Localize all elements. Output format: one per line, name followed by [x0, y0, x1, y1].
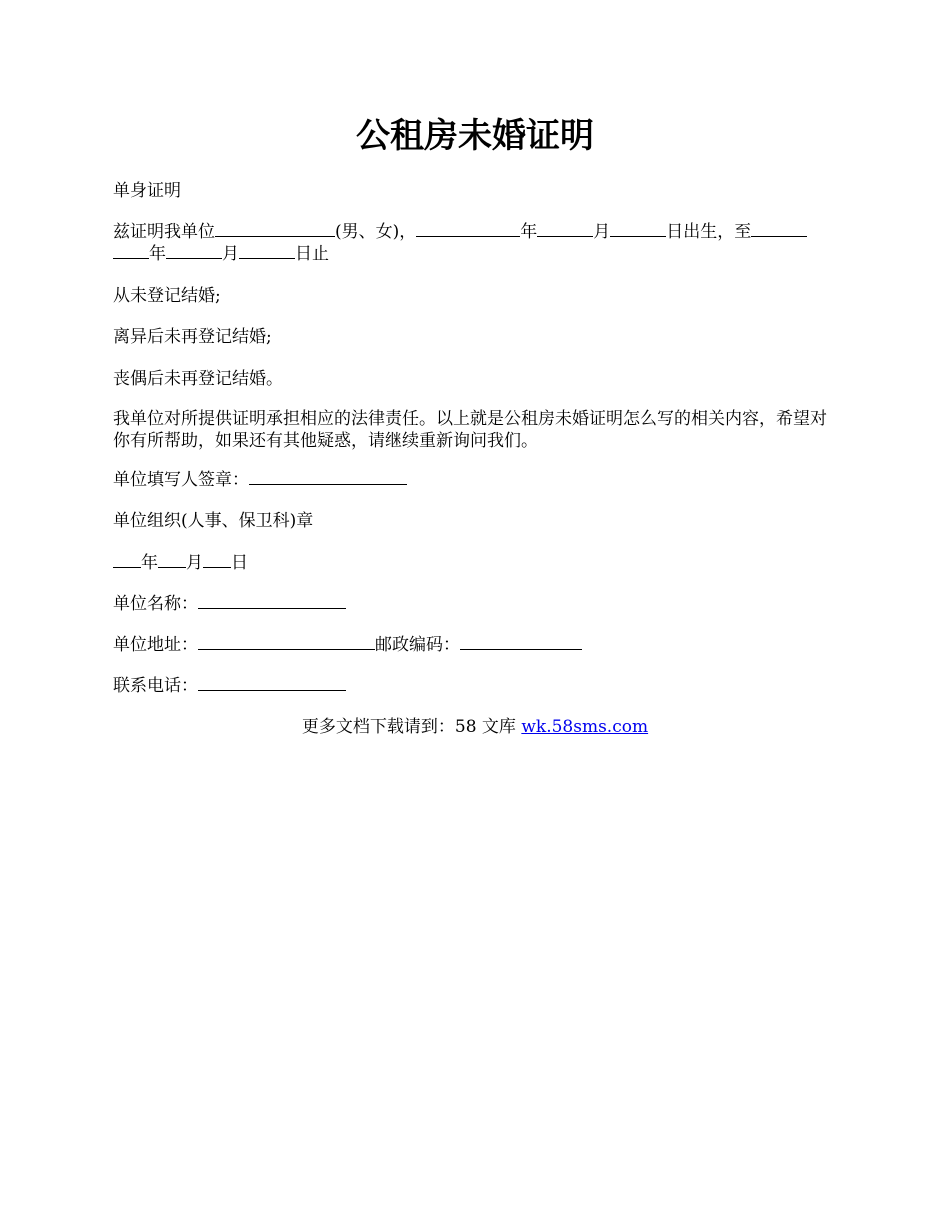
unit-address-blank[interactable] [198, 634, 375, 650]
phone-label: 联系电话： [113, 676, 198, 696]
certificate-heading: 单身证明 [113, 181, 181, 201]
unit-address-line [113, 634, 837, 656]
unit-name-label: 单位名称： [113, 594, 198, 614]
postcode-label: 邮政编码： [375, 635, 460, 655]
unit-name-line [113, 593, 837, 615]
date-month-label: 月 [186, 553, 203, 573]
unit-address-label: 单位地址： [113, 635, 198, 655]
date-year-label: 年 [141, 553, 158, 573]
date-line [113, 552, 837, 574]
until-year-blank-a[interactable] [751, 221, 807, 237]
birth-day-blank[interactable] [610, 221, 666, 237]
intro-text-1: 兹证明我单位 [113, 222, 215, 242]
date-day-label: 日 [231, 553, 248, 573]
option-never-married: 从未登记结婚; [113, 286, 221, 306]
date-year-blank[interactable] [113, 552, 141, 568]
birth-year-blank[interactable] [416, 221, 520, 237]
intro-text-4: 月 [593, 222, 611, 242]
signer-line [113, 469, 837, 491]
footer [0, 716, 950, 738]
document-title: 公租房未婚证明 [356, 116, 594, 156]
until-year-blank-b[interactable] [113, 243, 149, 259]
intro-text-5: 日出生，至 [666, 222, 752, 242]
footer-text: 更多文档下载请到：58 文库 [301, 717, 522, 737]
date-day-blank[interactable] [203, 552, 231, 568]
phone-line [113, 675, 837, 697]
date-month-blank[interactable] [158, 552, 186, 568]
postcode-blank[interactable] [460, 634, 582, 650]
footer-link[interactable]: wk.58sms.com [521, 717, 649, 737]
signer-label: 单位填写人签章： [113, 470, 249, 490]
signer-blank[interactable] [249, 469, 407, 485]
intro-text-7: 月 [222, 244, 239, 264]
option-widowed: 丧偶后未再登记结婚。 [113, 369, 283, 389]
intro-paragraph [113, 221, 837, 265]
until-day-blank[interactable] [239, 243, 295, 259]
unit-name-blank[interactable] [198, 593, 346, 609]
option-divorced: 离异后未再登记结婚; [113, 327, 272, 347]
intro-text-8: 日止 [295, 244, 329, 264]
birth-month-blank[interactable] [537, 221, 593, 237]
until-month-blank[interactable] [166, 243, 222, 259]
intro-text-6: 年 [149, 244, 166, 264]
phone-blank[interactable] [198, 675, 346, 691]
seal-label: 单位组织(人事、保卫科)章 [113, 511, 314, 531]
intro-text-2: (男、女)， [335, 222, 417, 242]
responsibility-paragraph: 我单位对所提供证明承担相应的法律责任。以上就是公租房未婚证明怎么写的相关内容，希望对你有所帮助，如果还有其他疑惑，请继续重新询问我们。 [113, 409, 827, 451]
name-blank[interactable] [215, 221, 335, 237]
intro-text-3: 年 [520, 222, 538, 242]
